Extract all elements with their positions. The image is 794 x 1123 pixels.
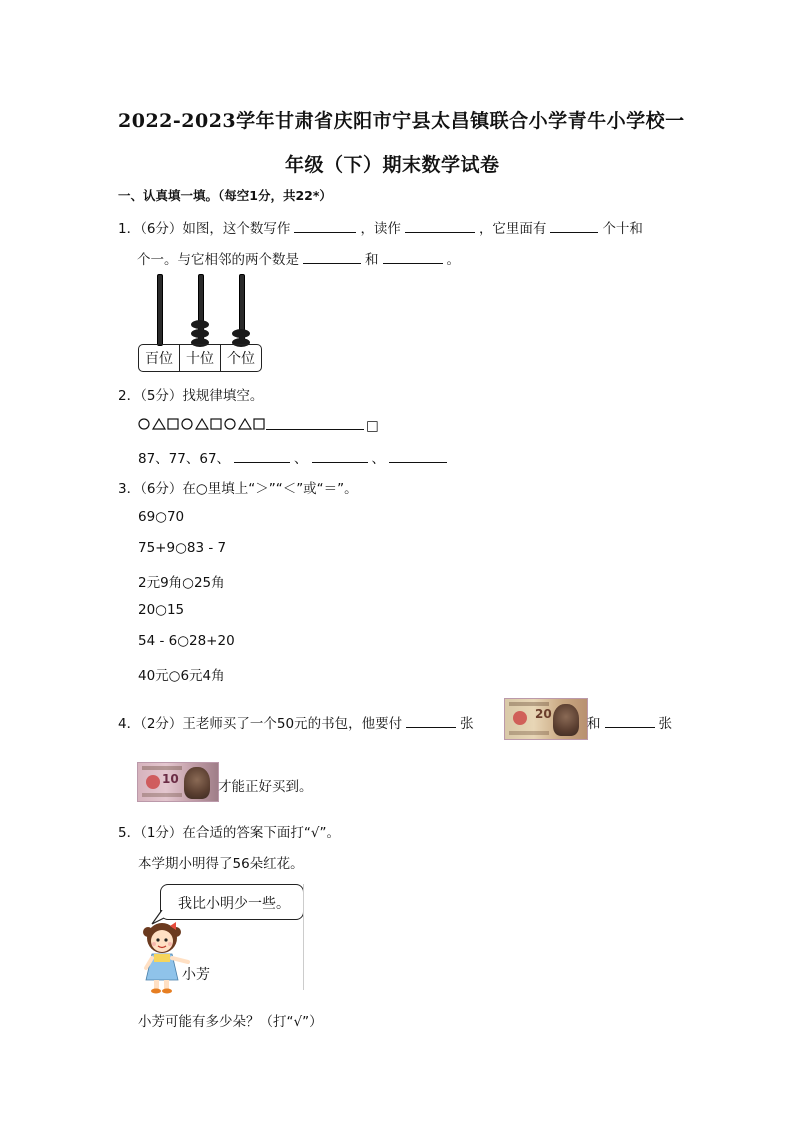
- q2-blank-2[interactable]: [312, 448, 368, 463]
- q1-text-e: 个一。与它相邻的两个数是: [137, 252, 299, 268]
- q1-text-c: ，它里面有: [478, 221, 547, 237]
- q1-text-g: 。: [446, 252, 460, 268]
- q3-item-3: 2元9角○25角: [138, 575, 225, 591]
- figure-edge: [303, 884, 304, 990]
- question-4-line-1b: [587, 712, 672, 732]
- section-heading: 一、认真填一填。（每空1分，共22*）: [118, 188, 332, 203]
- banknote-20-yuan: [504, 698, 588, 740]
- question-3-title: 3．（6分）在○里填上“＞”“＜”或“＝”。: [118, 481, 358, 497]
- question-2-title: 2．（5分）找规律填空。: [118, 388, 264, 404]
- q2-blank-1[interactable]: [234, 448, 290, 463]
- q3-item-4: 20○15: [138, 602, 185, 618]
- q2-blank-3[interactable]: [389, 448, 447, 463]
- note-strip: [142, 766, 182, 770]
- q2-nums: 87、77、67、: [138, 451, 231, 467]
- q4-text-a: 4．（2分）王老师买了一个50元的书包，他要付: [118, 716, 403, 732]
- q3-item-2: 75+9○83 - 7: [138, 540, 227, 556]
- abacus-bead: [232, 329, 250, 338]
- note-portrait-icon: [184, 767, 210, 799]
- q3-item-1: 69○70: [138, 509, 185, 525]
- q1-blank-tens[interactable]: [550, 218, 598, 233]
- question-1-line-2: [137, 248, 460, 268]
- q3-item-5: 54 - 6○28+20: [138, 633, 235, 649]
- q1-text-f: 和: [365, 252, 379, 268]
- q2-seq-end: □: [366, 418, 379, 434]
- abacus-label-hundreds: 百位: [139, 345, 180, 371]
- q4-text-b: 张: [460, 716, 474, 732]
- note-20-value: 20: [535, 707, 552, 721]
- banknote-10-yuan: [137, 762, 219, 802]
- q1-blank-read[interactable]: [405, 218, 475, 233]
- girl-name-label: 小芳: [182, 967, 210, 983]
- title-line-1: 2022-2023学年甘肃省庆阳市宁县太昌镇联合小学青牛小学校一: [118, 110, 685, 132]
- q4-text-e: 才能正好买到。: [218, 779, 313, 795]
- abacus-rod-hundreds: [157, 274, 163, 346]
- abacus-label-tens: 十位: [180, 345, 221, 371]
- q5-statement: 本学期小明得了56朵红花。: [138, 856, 304, 872]
- question-5-title: 5．（1分）在合适的答案下面打“√”。: [118, 825, 341, 841]
- q2-shape-sequence: [138, 415, 379, 434]
- note-emblem-icon: [146, 775, 160, 789]
- q1-blank-neighbor-1[interactable]: [303, 249, 361, 264]
- note-strip: [509, 702, 549, 706]
- q2-sep-1: 、: [294, 451, 308, 467]
- abacus-figure: [138, 268, 262, 378]
- q2-sep-2: 、: [371, 451, 386, 467]
- abacus-label-ones: 个位: [227, 351, 255, 367]
- q2-number-sequence: [138, 447, 451, 467]
- speech-text: 我比小明少一些。: [178, 896, 290, 912]
- q4-text-d: 张: [658, 716, 672, 732]
- note-10-value: 10: [162, 772, 179, 786]
- q4-text-c: 和: [587, 716, 601, 732]
- q1-text-a: 1．（6分）如图，这个数写作: [118, 221, 291, 237]
- note-strip: [509, 731, 549, 735]
- q5-question: 小芳可能有多少朵？（打“√”）: [138, 1014, 323, 1030]
- title-line-2: 年级（下）期末数学试卷: [285, 154, 500, 176]
- note-portrait-icon: [553, 704, 579, 736]
- note-strip: [142, 793, 182, 797]
- question-4-line-1: [118, 712, 474, 732]
- q2-blank-shapes[interactable]: [266, 415, 364, 430]
- q1-text-d: 个十和: [602, 221, 643, 237]
- q1-blank-written[interactable]: [294, 218, 356, 233]
- q1-text-b: ，读作: [360, 221, 401, 237]
- note-emblem-icon: [513, 711, 527, 725]
- q4-blank-10[interactable]: [605, 713, 655, 728]
- question-1-line-1: [118, 217, 643, 237]
- q1-blank-neighbor-2[interactable]: [383, 249, 443, 264]
- shape-sequence-icons: [138, 417, 266, 431]
- abacus-label-box: [138, 344, 262, 372]
- q3-item-6: 40元○6元4角: [138, 668, 225, 684]
- abacus-bead: [191, 320, 209, 329]
- q4-blank-20[interactable]: [406, 713, 456, 728]
- abacus-bead: [191, 329, 209, 338]
